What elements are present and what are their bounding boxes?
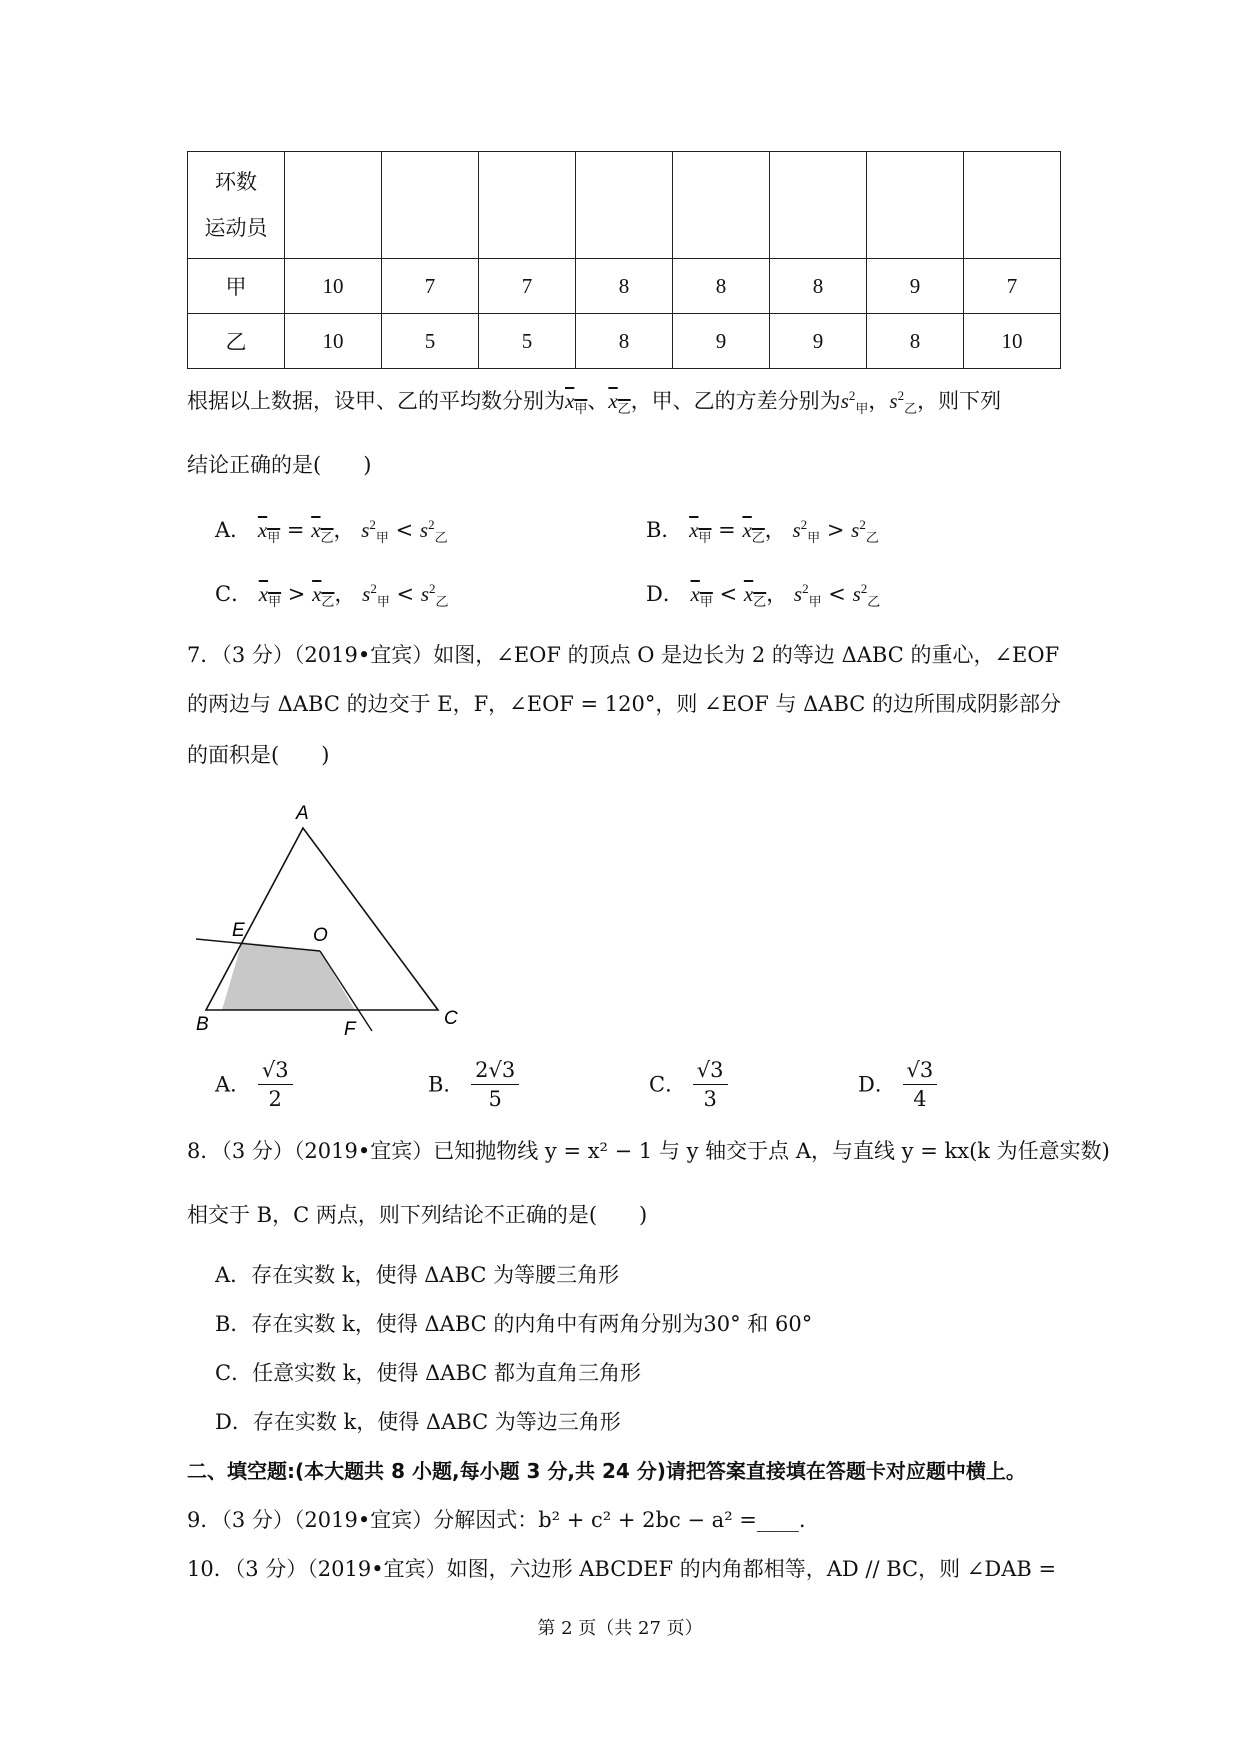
table-header-row (188, 152, 1061, 259)
q7-line2: 的两边与 ΔABC 的边交于 E，F，∠EOF = 120°，则 ∠EOF 与 ΔABC 的边所围成阴影部分 (187, 692, 1062, 716)
q6-text-a: 根据以上数据，设甲、乙的平均数分别为 (187, 389, 565, 413)
q7-option-a[interactable]: A． $\frac{√3}{2}$ (215, 1056, 293, 1113)
table-cell: 9 (867, 259, 964, 314)
table-cell: 10 (964, 314, 1061, 369)
var-yi: $s^2_乙$ (889, 388, 918, 417)
triangle-figure (180, 795, 470, 1045)
q6-text-c: ，则下列 (917, 389, 1002, 413)
q6-stem-line2: 结论正确的是( ) (187, 453, 372, 477)
page-footer: 第 2 页（共 27 页） (537, 1618, 703, 1639)
q8-line2: 相交于 B，C 两点，则下列结论不正确的是( ) (187, 1203, 648, 1227)
q7-option-d[interactable]: D． $\frac{√3}{4}$ (858, 1056, 937, 1113)
var-jia: $s^2_甲$ (840, 388, 869, 417)
q7-option-c[interactable]: C． $\frac{√3}{3}$ (649, 1056, 728, 1113)
section-heading: 二、填空题:(本大题共 8 小题,每小题 3 分,共 24 分)请把答案直接填在答题卡对应题中横上。 (187, 1459, 1026, 1483)
row-name: 乙 (188, 314, 285, 369)
table-cell: 10 (285, 314, 382, 369)
header-cell (770, 152, 867, 259)
mean-jia: $x_甲$ (565, 389, 588, 417)
table-cell: 8 (576, 314, 673, 369)
label-c: C (444, 1008, 458, 1029)
header-cell (964, 152, 1061, 259)
table-cell: 8 (770, 259, 867, 314)
q7-option-b[interactable]: B． $\frac{2√3}{5}$ (428, 1056, 519, 1113)
q7-line3: 的面积是( ) (187, 743, 330, 767)
shaded-region (222, 942, 355, 1010)
header-cell (479, 152, 576, 259)
label-o: O (313, 925, 328, 946)
label-b: B (196, 1014, 209, 1035)
table-cell: 8 (673, 259, 770, 314)
table-cell: 10 (285, 259, 382, 314)
table-cell: 7 (382, 259, 479, 314)
q6-option-a[interactable]: A． $x_甲 = x_乙$， $s^2_甲 < s^2_乙$ (215, 517, 448, 546)
q6-sep: 、 (587, 389, 609, 413)
header-cell (382, 152, 479, 259)
q8-option-b[interactable]: B．存在实数 k，使得 ΔABC 的内角中有两角分别为30° 和 60° (215, 1312, 813, 1336)
header-cell (285, 152, 382, 259)
header-cell (576, 152, 673, 259)
label-a: A (296, 803, 309, 824)
q6-text-b: ，甲、乙的方差分别为 (630, 389, 841, 413)
q6-option-d[interactable]: D． $x_甲 < x_乙$， $s^2_甲 < s^2_乙$ (646, 581, 881, 610)
header-top: 环数 (215, 170, 257, 194)
q10-line: 10．（3 分）（2019•宜宾）如图，六边形 ABCDEF 的内角都相等，AD // BC，则 ∠DAB = (187, 1557, 1057, 1581)
table-corner-header (188, 152, 285, 259)
table-row (188, 314, 1061, 369)
header-bottom: 运动员 (204, 216, 268, 240)
table-cell: 7 (964, 259, 1061, 314)
header-cell (673, 152, 770, 259)
table-cell: 9 (770, 314, 867, 369)
q8-option-d[interactable]: D．存在实数 k，使得 ΔABC 为等边三角形 (215, 1410, 621, 1434)
row-name: 甲 (188, 259, 285, 314)
q6-option-b[interactable]: B． $x_甲 = x_乙$， $s^2_甲 > s^2_乙$ (646, 517, 879, 546)
label-e: E (232, 920, 245, 941)
label-f: F (344, 1019, 356, 1040)
table-cell: 5 (382, 314, 479, 369)
table-cell: 7 (479, 259, 576, 314)
table-row (188, 259, 1061, 314)
q6-option-c[interactable]: C． $x_甲 > x_乙$， $s^2_甲 < s^2_乙$ (215, 581, 449, 610)
q8-line1: 8．（3 分）（2019•宜宾）已知抛物线 y = x² − 1 与 y 轴交于点 A，与直线 y = kx(k 为任意实数) (187, 1139, 1110, 1163)
score-table (187, 151, 1061, 369)
q6-stem-line1 (187, 386, 1001, 416)
table-cell: 9 (673, 314, 770, 369)
q9-line: 9．（3 分）（2019•宜宾）分解因式：b² + c² + 2bc − a² =____. (187, 1508, 806, 1532)
table-cell: 8 (576, 259, 673, 314)
table-cell: 5 (479, 314, 576, 369)
table-cell: 8 (867, 314, 964, 369)
q8-option-c[interactable]: C．任意实数 k，使得 ΔABC 都为直角三角形 (215, 1361, 642, 1385)
q6-comma: ， (868, 389, 890, 413)
q7-line1: 7．（3 分）（2019•宜宾）如图，∠EOF 的顶点 O 是边长为 2 的等边 ΔABC 的重心，∠EOF (187, 643, 1060, 667)
q8-option-a[interactable]: A．存在实数 k，使得 ΔABC 为等腰三角形 (215, 1263, 620, 1287)
mean-yi: $x_乙$ (608, 389, 631, 417)
header-cell (867, 152, 964, 259)
